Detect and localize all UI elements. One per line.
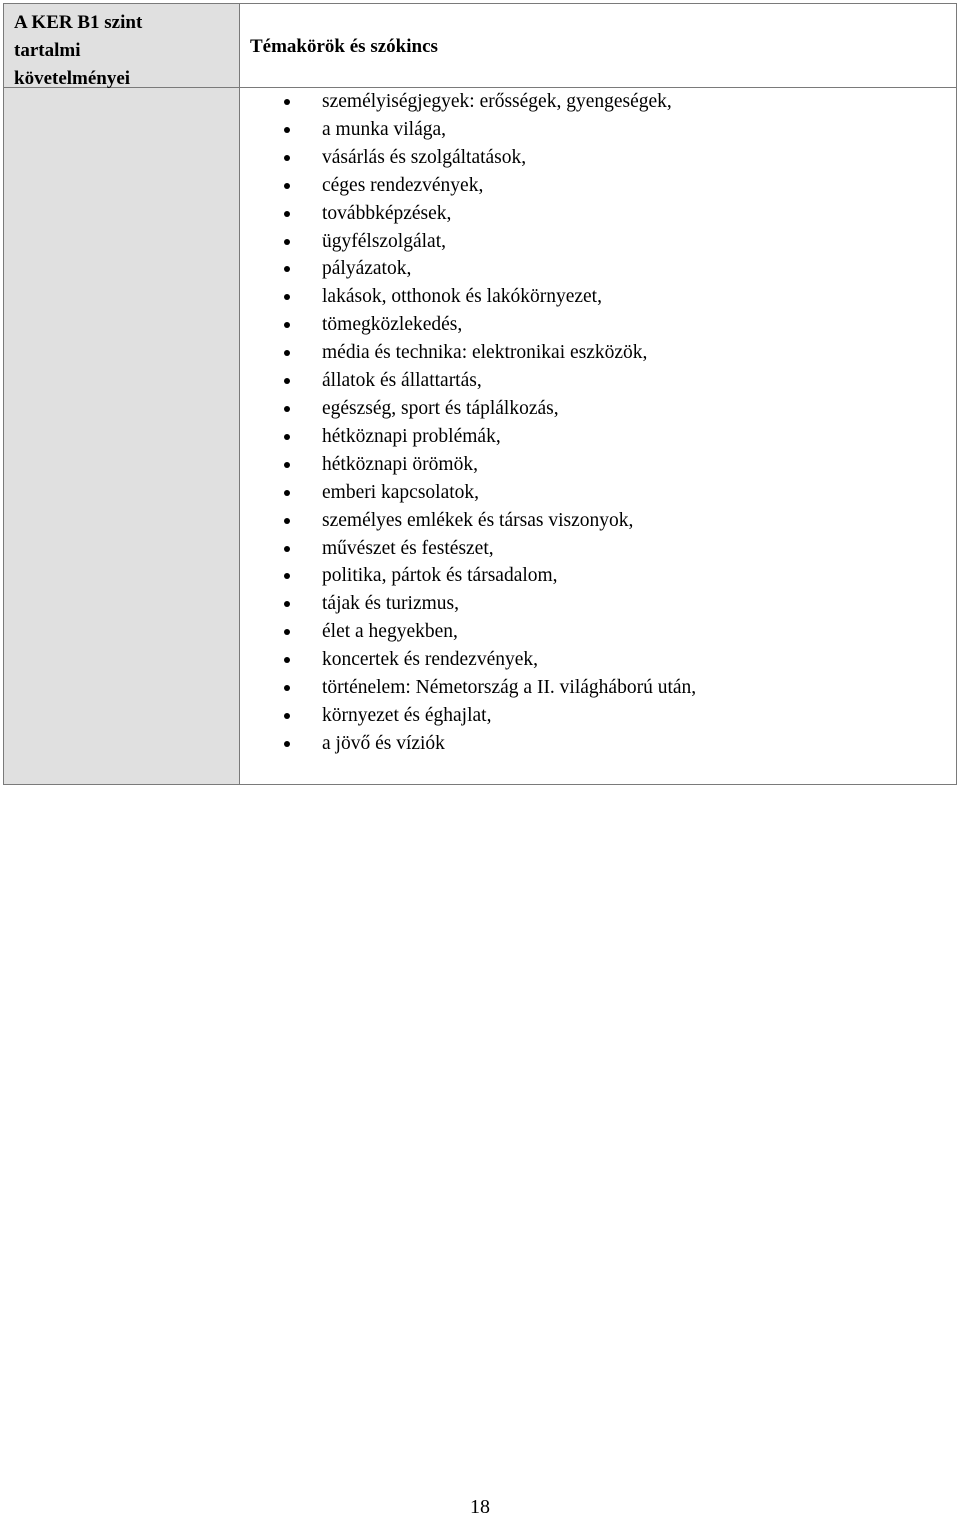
list-item <box>270 228 696 256</box>
bullet-icon <box>284 490 290 496</box>
list-item <box>270 88 696 116</box>
requirements-header-line: tartalmi <box>14 40 81 61</box>
bullet-icon <box>284 322 290 328</box>
list-item <box>270 367 696 395</box>
topic-text: történelem: Németország a II. világháború után, <box>322 677 697 699</box>
topic-text: céges rendezvények, <box>322 174 484 196</box>
requirements-header-line: követelményei <box>14 68 131 89</box>
topic-list <box>270 88 696 758</box>
bullet-icon <box>284 127 290 133</box>
bullet-icon <box>284 518 290 524</box>
list-item <box>270 562 696 590</box>
bullet-icon <box>284 378 290 384</box>
list-item <box>270 451 696 479</box>
list-item <box>270 144 696 172</box>
topic-text: továbbképzések, <box>322 202 452 224</box>
topic-text: személyiségjegyek: erősségek, gyengeségek, <box>322 91 672 112</box>
page-number: 18 <box>470 1496 490 1518</box>
bullet-icon <box>284 462 290 468</box>
topic-text: pályázatok, <box>322 258 412 280</box>
topic-text: állatok és állattartás, <box>322 370 482 392</box>
bullet-icon <box>284 713 290 719</box>
bullet-icon <box>284 546 290 552</box>
topic-text: koncertek és rendezvények, <box>322 649 539 671</box>
bullet-icon <box>284 183 290 189</box>
topic-text: lakások, otthonok és lakókörnyezet, <box>322 286 602 308</box>
list-item <box>270 507 696 535</box>
topics-header: Témakörök és szókincs <box>240 4 956 88</box>
bullet-icon <box>284 657 290 663</box>
list-item <box>270 646 696 674</box>
requirements-header-line: A KER B1 szint <box>14 12 143 33</box>
bullet-icon <box>284 99 290 105</box>
requirements-column <box>4 4 240 784</box>
list-item <box>270 423 696 451</box>
bullet-icon <box>284 239 290 245</box>
bullet-icon <box>284 266 290 272</box>
bullet-icon <box>284 434 290 440</box>
bullet-icon <box>284 294 290 300</box>
topic-text: média és technika: elektronikai eszközök, <box>322 342 648 364</box>
topic-text: hétköznapi örömök, <box>322 453 478 475</box>
list-item <box>270 590 696 618</box>
requirements-header <box>4 4 240 88</box>
list-item <box>270 674 696 702</box>
bullet-icon <box>284 629 290 635</box>
list-item <box>270 618 696 646</box>
bullet-icon <box>284 155 290 161</box>
list-item <box>270 395 696 423</box>
list-item <box>270 339 696 367</box>
topic-text: ügyfélszolgálat, <box>322 230 446 252</box>
topic-text: művészet és festészet, <box>322 537 494 559</box>
topic-text: tömegközlekedés, <box>322 314 463 336</box>
list-item <box>270 200 696 228</box>
topic-text: politika, pártok és társadalom, <box>322 565 558 587</box>
bullet-icon <box>284 406 290 412</box>
topic-text: tájak és turizmus, <box>322 593 460 615</box>
topic-text: vásárlás és szolgáltatások, <box>322 146 527 168</box>
topic-text: hétköznapi problémák, <box>322 425 501 447</box>
list-item <box>270 311 696 339</box>
bullet-icon <box>284 741 290 747</box>
bullet-icon <box>284 350 290 356</box>
topic-text: élet a hegyekben, <box>322 621 458 643</box>
topic-text: személyes emlékek és társas viszonyok, <box>322 509 634 531</box>
list-item <box>270 479 696 507</box>
topic-text: a jövő és víziók <box>322 732 445 754</box>
list-item <box>270 116 696 144</box>
bullet-icon <box>284 601 290 607</box>
list-item <box>270 283 696 311</box>
list-item <box>270 255 696 283</box>
list-item <box>270 535 696 563</box>
bullet-icon <box>284 573 290 579</box>
topic-text: környezet és éghajlat, <box>322 704 492 726</box>
bullet-icon <box>284 685 290 691</box>
topic-text: a munka világa, <box>322 118 446 140</box>
topic-text: egészség, sport és táplálkozás, <box>322 397 559 419</box>
list-item <box>270 730 696 758</box>
topic-text: emberi kapcsolatok, <box>322 481 480 503</box>
bullet-icon <box>284 211 290 217</box>
list-item <box>270 172 696 200</box>
list-item <box>270 702 696 730</box>
